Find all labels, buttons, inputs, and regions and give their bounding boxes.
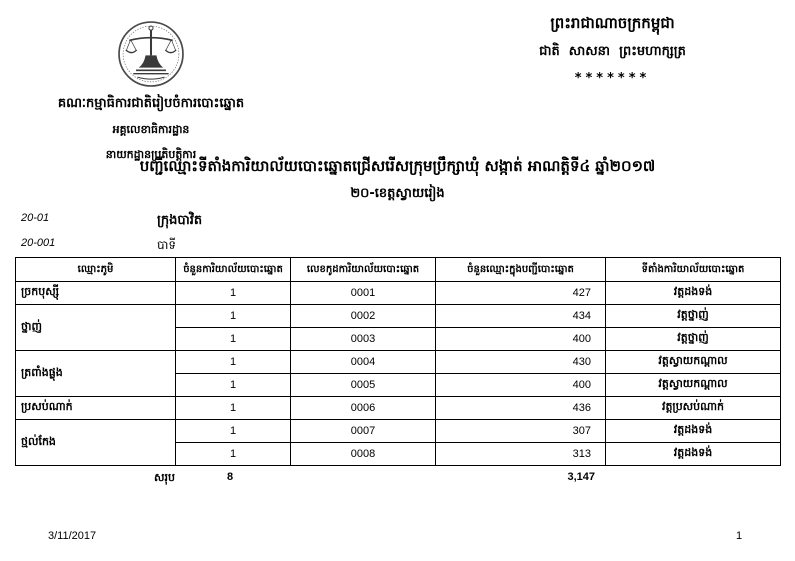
title-line1: បញ្ជីឈ្មោះទីតាំងការិយាល័យបោះឆ្នោតជ្រើសរើសក្រុមប្រឹក្សាឃុំ សង្កាត់ អាណត្តិទី៤ ឆ្នាំ២០១៧ bbox=[139, 157, 656, 175]
commune-code: 20-001 bbox=[21, 237, 56, 249]
office-count-cell: 1 bbox=[176, 328, 291, 351]
header-office-count: ចំនួនការិយាល័យបោះឆ្នោត bbox=[176, 258, 291, 282]
location-cell: វត្តដងទង់ bbox=[606, 282, 781, 305]
office-count-cell: 1 bbox=[176, 397, 291, 420]
office-count-cell: 1 bbox=[176, 374, 291, 397]
header-office-code: លេខកូដការិយាល័យបោះឆ្នោត bbox=[291, 258, 436, 282]
title-line2-province: ២០-ខេត្តស្វាយរៀង bbox=[350, 186, 445, 201]
committee-name: គណៈកម្មាធិការជាតិរៀបចំការបោះឆ្នោត bbox=[57, 96, 245, 111]
village-cell: ច្រកបុស្ស៊ី bbox=[16, 282, 176, 305]
table-row bbox=[16, 305, 781, 328]
table-header-row bbox=[16, 258, 781, 282]
voter-count-cell: 307 bbox=[436, 420, 606, 443]
location-cell: វត្តប្រសប់ណាក់ bbox=[606, 397, 781, 420]
village-cell: ត្រពាំងផ្លុង bbox=[16, 351, 176, 397]
total-row bbox=[15, 471, 780, 491]
village-cell: ប្រសប់ណាក់ bbox=[16, 397, 176, 420]
location-cell: វត្តដងទង់ bbox=[606, 420, 781, 443]
table-row bbox=[16, 351, 781, 374]
department-name: នាយកដ្ឋានប្រតិបត្តិការ bbox=[105, 148, 197, 161]
voter-count-cell: 430 bbox=[436, 351, 606, 374]
office-code-cell: 0007 bbox=[291, 420, 436, 443]
table-row bbox=[16, 282, 781, 305]
location-cell: វត្តស្វាយកណ្ដាល bbox=[606, 351, 781, 374]
office-code-cell: 0008 bbox=[291, 443, 436, 466]
secretariat-name: អគ្គលេខាធិការដ្ឋាន bbox=[112, 123, 190, 136]
voter-count-cell: 313 bbox=[436, 443, 606, 466]
total-offices: 8 bbox=[226, 471, 234, 483]
header-location: ទីតាំងការិយាល័យបោះឆ្នោត bbox=[606, 258, 781, 282]
nec-seal-icon bbox=[115, 20, 187, 88]
office-count-cell: 1 bbox=[176, 351, 291, 374]
polling-table-body bbox=[16, 282, 781, 466]
stars-separator: ******* bbox=[574, 71, 651, 86]
national-motto: ជាតិ សាសនា ព្រះមហាក្សត្រ bbox=[539, 44, 686, 59]
village-cell: ថ្នាញ់ bbox=[16, 305, 176, 351]
footer-date: 3/11/2017 bbox=[48, 530, 97, 542]
header-village: ឈ្មោះភូមិ bbox=[16, 258, 176, 282]
location-cell: វត្តថ្នាញ់ bbox=[606, 305, 781, 328]
office-count-cell: 1 bbox=[176, 443, 291, 466]
office-code-cell: 0003 bbox=[291, 328, 436, 351]
national-header bbox=[430, 14, 795, 86]
organization-header bbox=[15, 20, 287, 164]
office-code-cell: 0005 bbox=[291, 374, 436, 397]
voter-count-cell: 436 bbox=[436, 397, 606, 420]
table-row bbox=[16, 420, 781, 443]
document-title bbox=[0, 157, 795, 204]
voter-count-cell: 427 bbox=[436, 282, 606, 305]
location-cell: វត្តថ្នាញ់ bbox=[606, 328, 781, 351]
office-code-cell: 0001 bbox=[291, 282, 436, 305]
location-cell: វត្តដងទង់ bbox=[606, 443, 781, 466]
commune-name: បាទី bbox=[157, 238, 177, 252]
district-name: ក្រុងបាវិត bbox=[157, 213, 203, 228]
header-voter-count: ចំនួនឈ្មោះក្នុងបញ្ជីបោះឆ្នោត bbox=[436, 258, 606, 282]
total-label: សរុប bbox=[154, 471, 175, 484]
office-code-cell: 0002 bbox=[291, 305, 436, 328]
office-code-cell: 0004 bbox=[291, 351, 436, 374]
office-count-cell: 1 bbox=[176, 282, 291, 305]
office-code-cell: 0006 bbox=[291, 397, 436, 420]
kingdom-title: ព្រះរាជាណាចក្រកម្ពុជា bbox=[550, 14, 675, 32]
voter-count-cell: 400 bbox=[436, 328, 606, 351]
district-code: 20-01 bbox=[21, 212, 50, 224]
total-voters: 3,147 bbox=[567, 471, 595, 483]
village-cell: ថ្មល់កែង bbox=[16, 420, 176, 466]
footer-page-number: 1 bbox=[736, 530, 743, 542]
polling-stations-table bbox=[15, 257, 781, 466]
table-row bbox=[16, 397, 781, 420]
voter-count-cell: 400 bbox=[436, 374, 606, 397]
office-count-cell: 1 bbox=[176, 420, 291, 443]
voter-count-cell: 434 bbox=[436, 305, 606, 328]
location-cell: វត្តស្វាយកណ្ដាល bbox=[606, 374, 781, 397]
office-count-cell: 1 bbox=[176, 305, 291, 328]
